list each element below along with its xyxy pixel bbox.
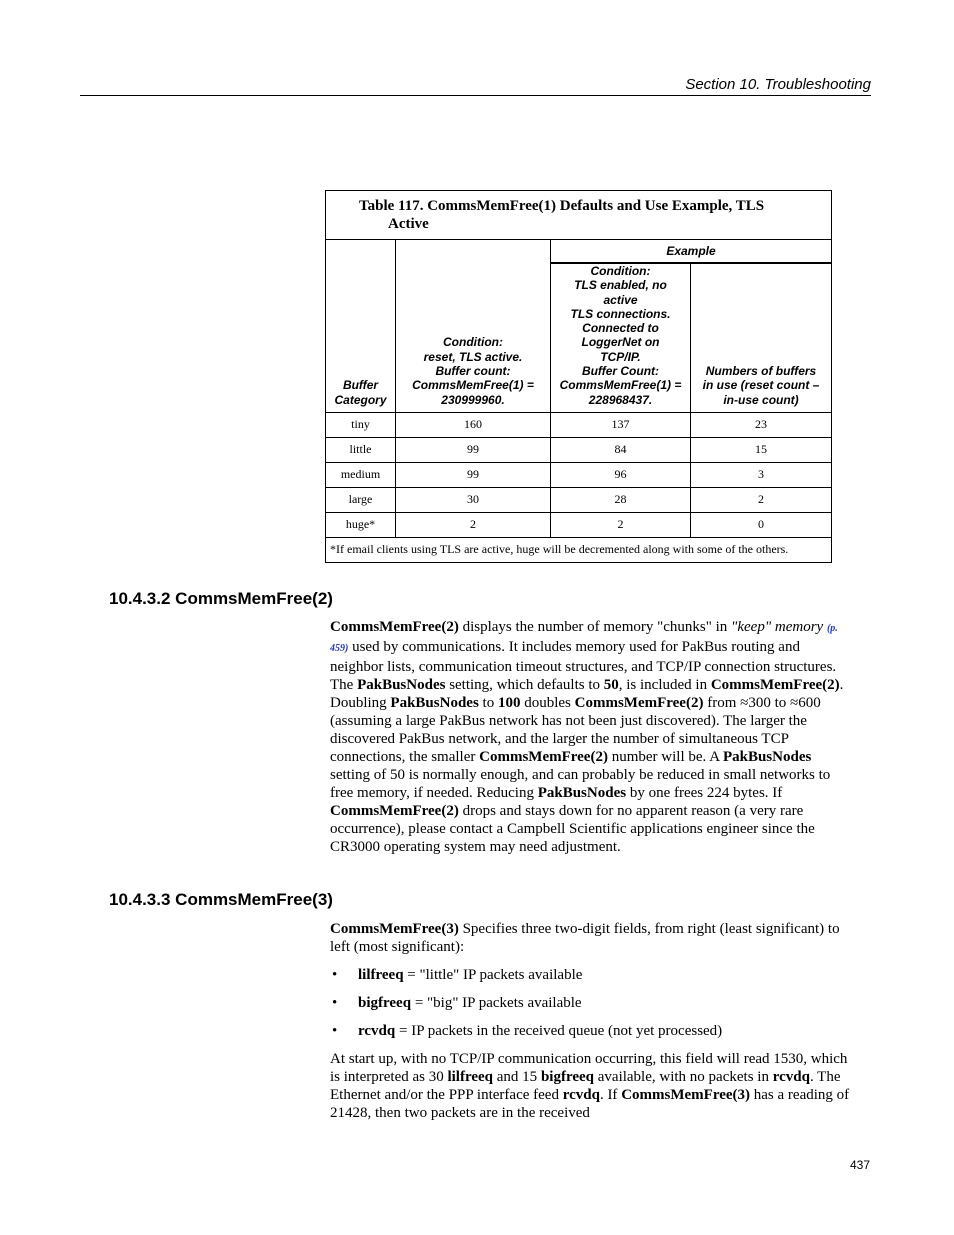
header-tls-condition: Condition: TLS enabled, no active TLS connections. Connected to LoggerNet on TCP/IP. Buffer Count: CommsMemFree(1) = 228968437. xyxy=(551,263,691,412)
table-row: huge* 2 2 0 xyxy=(326,512,832,537)
list-item: • lilfreeq = "little" IP packets available xyxy=(332,967,583,983)
header-reset-condition: Condition: reset, TLS active. Buffer count: CommsMemFree(1) = 230999960. xyxy=(396,240,551,413)
paragraph-commsmemfree-2: CommsMemFree(2) displays the number of memory "chunks" in "keep" memory (p. 459) used by communications. It includes memory used for PakBus routing and neighbor lists, communication timeout structures, and TCP/IP connection structures. The PakBusNodes setting, which defaults to 50, is included in CommsMemFree(2). Doubling PakBusNodes to 100 doubles CommsMemFree(2) from ≈300 to ≈600 (assuming a large PakBus network has not been just discovered). The larger the discovered PakBus network, and the larger the number of simultaneous TCP connections, the smaller CommsMemFree(2) number will be. A PakBusNodes setting of 50 is normally enough, and can probably be reduced in small networks to free memory, if needed. Reducing PakBusNodes by one frees 224 bytes. If CommsMemFree(2) drops and stays down for no apparent reason (a very rare occurrence), please contact a Campbell Scientific applications engineer since the CR3000 operating system may need adjustment. xyxy=(330,619,844,855)
list-item: • bigfreeq = "big" IP packets available xyxy=(332,995,582,1011)
keep-memory-link[interactable]: "keep" memory xyxy=(731,619,824,635)
heading-commsmemfree-3: 10.4.3.3 CommsMemFree(3) xyxy=(109,890,333,909)
table-footnote: *If email clients using TLS are active, huge will be decremented along with some of the others. xyxy=(326,537,832,562)
list-item: • rcvdq = IP packets in the received queue (not yet processed) xyxy=(332,1023,723,1039)
bullet-icon: • xyxy=(332,967,338,983)
table-title: Table 117. CommsMemFree(1) Defaults and Use Example, TLS Active xyxy=(326,191,832,240)
table-row: tiny 160 137 23 xyxy=(326,412,832,437)
header-example: Example xyxy=(551,240,832,264)
heading-commsmemfree-2: 10.4.3.2 CommsMemFree(2) xyxy=(109,589,333,608)
page-number: 437 xyxy=(849,1158,870,1172)
bullet-icon: • xyxy=(332,1023,338,1039)
table-row: medium 99 96 3 xyxy=(326,462,832,487)
table-row: large 30 28 2 xyxy=(326,487,832,512)
paragraph-commsmemfree-3-startup: At start up, with no TCP/IP communication occurring, this field will read 1530, which is interpreted as 30 lilfreeq and 15 bigfreeq available, with no packets in rcvdq. The Ethernet and/or the PPP interface feed rcvdq. If CommsMemFree(3) has a reading of 21428, then two packets are in the received xyxy=(330,1051,850,1121)
table-row: little 99 84 15 xyxy=(326,437,832,462)
paragraph-commsmemfree-3-intro: CommsMemFree(3) Specifies three two-digit fields, from right (least significant) to left (most significant): xyxy=(330,921,840,955)
running-header: Section 10. Troubleshooting xyxy=(80,76,871,96)
header-buffer-category: Buffer Category xyxy=(326,240,396,413)
header-buffers-in-use: Numbers of buffers in use (reset count – in-use count) xyxy=(691,263,832,412)
field-list xyxy=(330,966,850,1050)
bullet-icon: • xyxy=(332,995,338,1011)
page-reference-link[interactable]: (p. 459) xyxy=(330,623,838,654)
comms-mem-free-table xyxy=(325,190,831,563)
